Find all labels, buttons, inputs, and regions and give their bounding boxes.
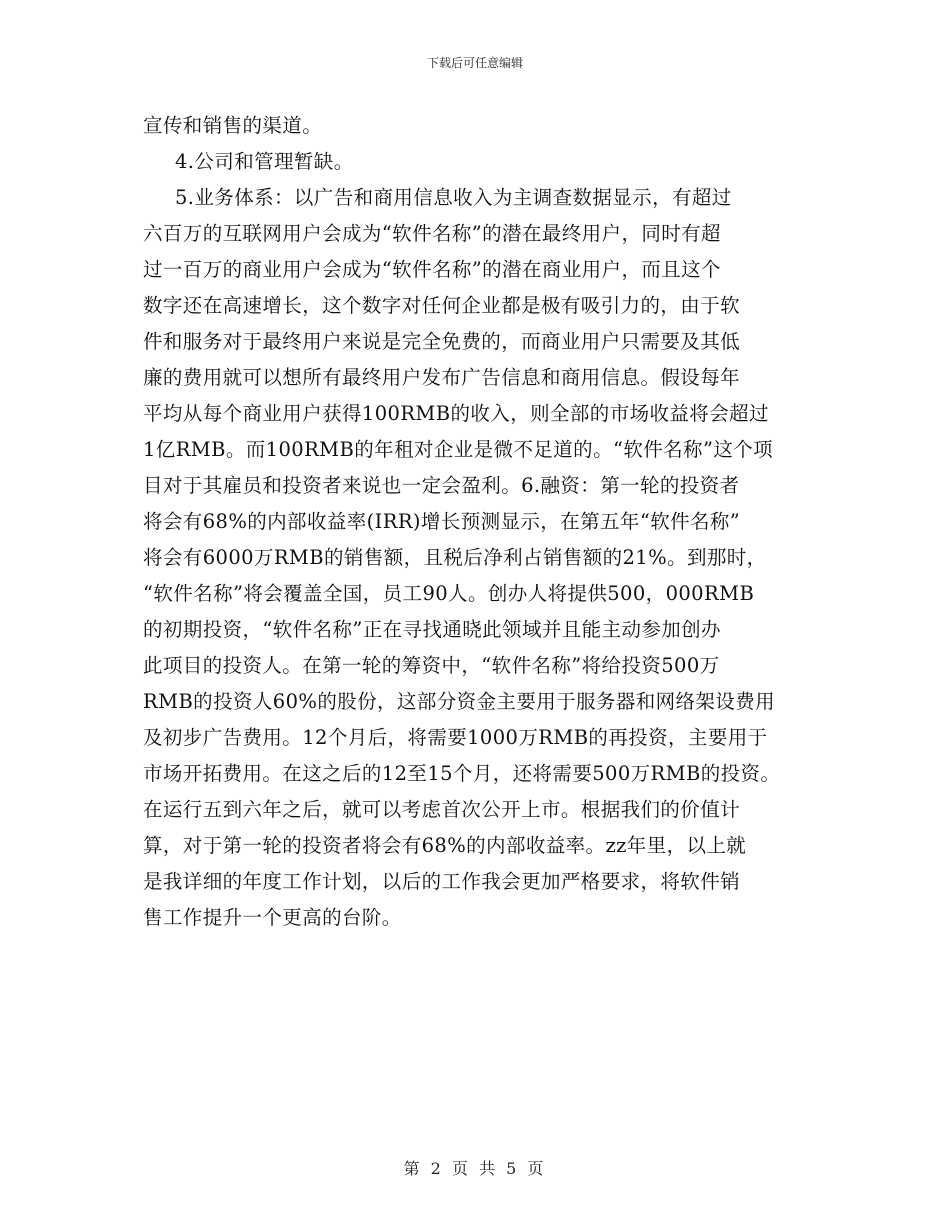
text-line: 宣传和销售的渠道。 xyxy=(143,114,323,137)
text-line: 算，对于第一轮的投资者将会有68%的内部收益率。zz年里，以上就 xyxy=(143,834,747,857)
text-line: 将会有6000万RMB的销售额，且税后净利占销售额的21%。到那时， xyxy=(143,546,767,569)
text-line: 廉的费用就可以想所有最终用户发布广告信息和商用信息。假设每年 xyxy=(143,366,741,389)
text-line: 将会有68%的内部收益率(IRR)增长预测显示，在第五年“软件名称” xyxy=(143,510,741,533)
text-line: 是我详细的年度工作计划，以后的工作我会更加严格要求，将软件销 xyxy=(143,870,741,893)
text-line: 4.公司和管理暂缺。 xyxy=(175,150,354,173)
text-line: 六百万的互联网用户会成为“软件名称”的潜在最终用户，同时有超 xyxy=(143,222,721,245)
text-line: “软件名称”将会覆盖全国，员工90人。创办人将提供500，000RMB xyxy=(143,582,755,605)
text-line: 数字还在高速增长，这个数字对任何企业都是极有吸引力的，由于软 xyxy=(143,294,741,317)
page-footer: 第 2 页 共 5 页 xyxy=(403,1159,547,1178)
text-line: 平均从每个商业用户获得100RMB的收入，则全部的市场收益将会超过 xyxy=(143,402,769,425)
text-line: 市场开拓费用。在这之后的12至15个月，还将需要500万RMB的投资。 xyxy=(143,762,781,785)
text-line: RMB的投资人60%的股份，这部分资金主要用于服务器和网络架设费用 xyxy=(143,690,776,713)
text-line: 及初步广告费用。12个月后，将需要1000万RMB的再投资，主要用于 xyxy=(143,726,768,749)
page-header: 下载后可任意编辑 xyxy=(426,56,523,70)
text-line: 目对于其雇员和投资者来说也一定会盈利。6.融资：第一轮的投资者 xyxy=(143,474,740,497)
text-line: 过一百万的商业用户会成为“软件名称”的潜在商业用户，而且这个 xyxy=(143,258,721,281)
text-line: 在运行五到六年之后，就可以考虑首次公开上市。根据我们的价值计 xyxy=(143,798,741,821)
text-line: 5.业务体系：以广告和商用信息收入为主调查数据显示，有超过 xyxy=(175,186,732,209)
text-line: 的初期投资，“软件名称”正在寻找通晓此领域并且能主动参加创办 xyxy=(143,618,721,641)
text-line: 售工作提升一个更高的台阶。 xyxy=(143,906,402,929)
text-line: 此项目的投资人。在第一轮的筹资中，“软件名称”将给投资500万 xyxy=(143,654,720,677)
text-line: 1亿RMB。而100RMB的年租对企业是微不足道的。“软件名称”这个项 xyxy=(143,438,774,461)
text-line: 件和服务对于最终用户来说是完全免费的，而商业用户只需要及其低 xyxy=(143,330,741,353)
